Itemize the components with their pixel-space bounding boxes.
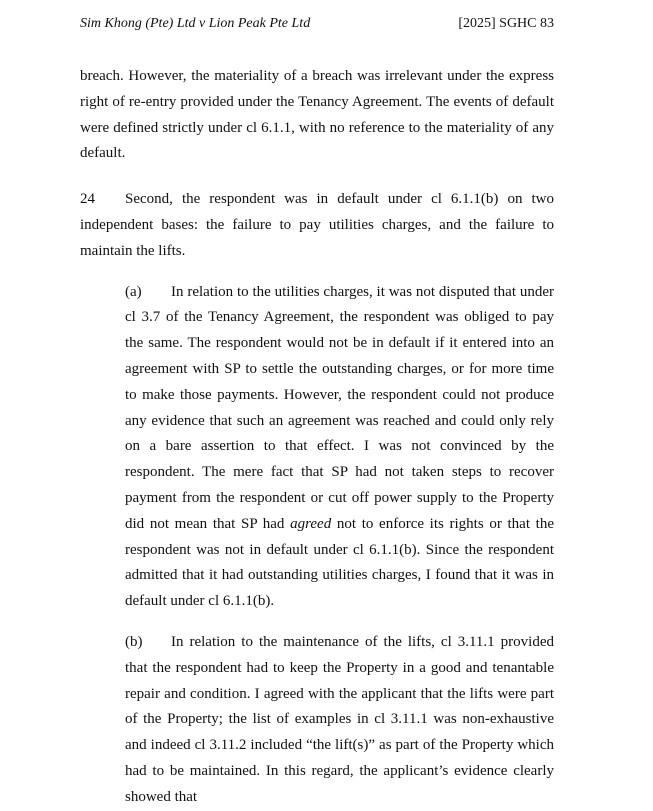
page-header xyxy=(80,16,554,36)
sub-paragraph-text-part2: not to enforce its rights or that the respondent was not in default under cl 6.1.1(b). Since the respondent admitted that it had outstanding utilities charges, I found that it was in default under cl 6.1.1(b). xyxy=(125,515,555,610)
case-name: Sim Khong (Pte) Ltd v Lion Peak Pte Ltd xyxy=(80,16,311,31)
sub-paragraph-text-part1: In relation to the utilities charges, it was not disputed that under cl 3.7 of the Tenancy Agreement, the respondent was obliged to pay the same. The respondent would not be in default if it entered into an agreement with SP to settle the outstanding charges, or for more time to make those payments. However, the respondent could not produce any evidence that such an agreement was reached and could only rely on a bare assertion to that effect. I was not convinced by the respondent. The mere fact that SP had not taken steps to recover payment from the respondent or cut off power supply to the Property did not mean that SP had xyxy=(125,283,554,532)
judgment-body xyxy=(80,64,554,811)
sub-paragraph-a xyxy=(125,280,554,615)
continuation-paragraph: breach. However, the materiality of a breach was irrelevant under the express right of re-entry provided under the Tenancy Agreement. The events of default were defined strictly under cl 6.1.1, with no reference to the materiality of any default. xyxy=(80,68,554,162)
case-citation: [2025] SGHC 83 xyxy=(458,16,554,31)
sub-paragraph-label: (a) xyxy=(125,283,142,300)
sub-paragraph-text: In relation to the maintenance of the lifts, cl 3.11.1 provided that the respondent had to keep the Property in a good and tenantable repair and condition. I agreed with the applicant that the lifts were part of the Property; the list of examples in cl 3.11.1 was non-exhaustive and indeed cl 3.11.2 included “the lift(s)” as part of the Property which had to be maintained. In this regard, the applicant’s evidence clearly showed that xyxy=(125,633,554,805)
paragraph-text: Second, the respondent was in default under cl 6.1.1(b) on two independent bases: the failure to pay utilities charges, and the failure to maintain the lifts. xyxy=(80,191,554,259)
paragraph-24 xyxy=(80,187,554,264)
sub-paragraph-label: (b) xyxy=(125,633,143,650)
emphasis-agreed: agreed xyxy=(290,515,332,532)
paragraph-number: 24 xyxy=(80,191,95,208)
sub-paragraph-b xyxy=(125,630,554,811)
